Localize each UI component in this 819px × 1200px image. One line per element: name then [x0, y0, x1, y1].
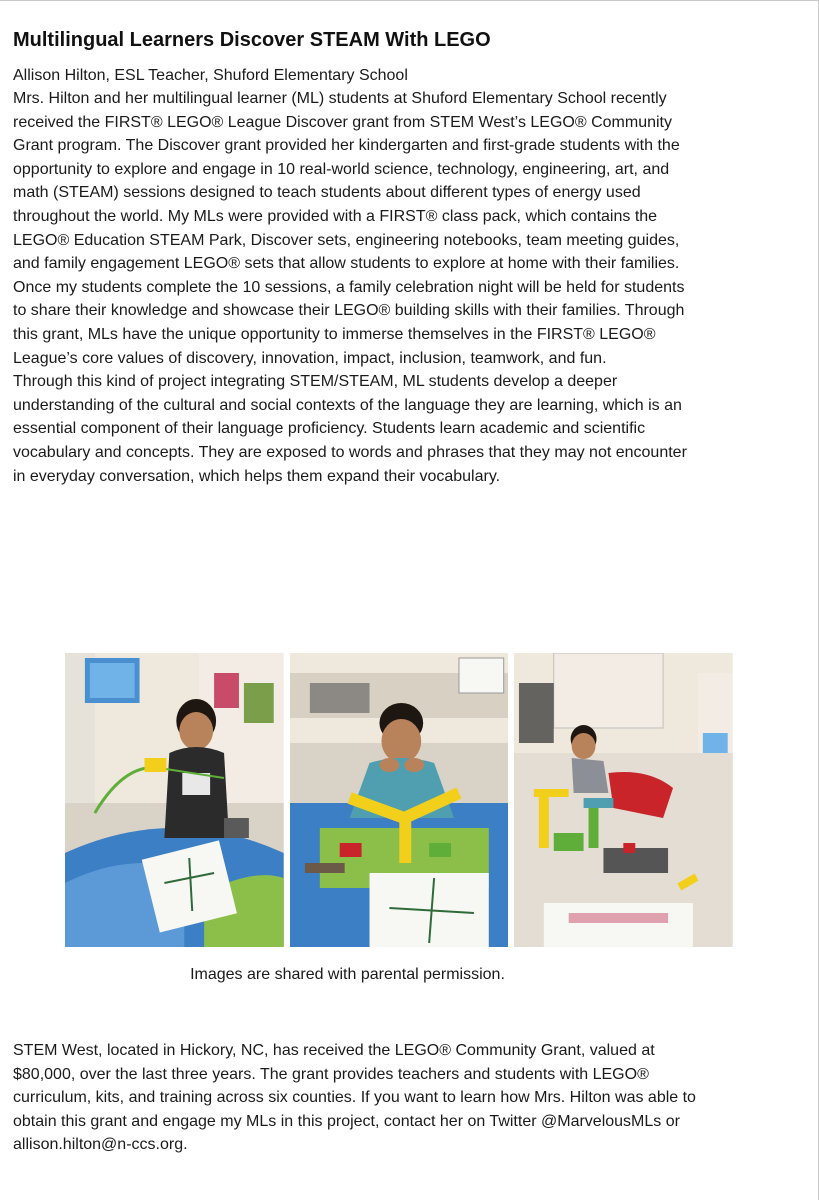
article-byline: Allison Hilton, ESL Teacher, Shuford Elementary School [13, 67, 408, 84]
photo-collage [65, 653, 733, 947]
article [13, 26, 693, 488]
paragraph-1: Mrs. Hilton and her multilingual learner (ML) students at Shuford Elementary School recently received the FIRST® LEGO® League Discover grant from STEM West’s LEGO® Community Grant program. The Discover grant provided her kindergarten and first-grade students with the opportunity to explore and engage in 10 real-world science, technology, engineering, art, and math (STEAM) sessions designed to teach students about different types of energy used throughout the world. My MLs were provided with a FIRST® class pack, which contains the LEGO® Education STEAM Park, Discover sets, engineering notebooks, team meeting guides, and family engagement LEGO® sets that allow students to explore at home with their families. Once my students complete the 10 sessions, a family celebration night will be held for students to share their knowledge and showcase their LEGO® building skills with their families. Through this grant, MLs have the unique opportunity to immerse themselves in the FIRST® LEGO® League’s core values of discovery, innovation, impact, inclusion, teamwork, and fun. [13, 90, 685, 367]
photo-boy-with-lego-bow [65, 653, 284, 947]
article-title: Multilingual Learners Discover STEAM With LEGO [13, 29, 491, 51]
paragraph-3: STEM West, located in Hickory, NC, has received the LEGO® Community Grant, valued at $80,000, over the last three years. The grant provides teachers and students with LEGO® curriculum, kits, and training across six counties. If you want to learn how Mrs. Hilton was able to obtain this grant and engage my MLs in this project, contact her on Twitter @MarvelousMLs or allison.hilton@n-ccs.org. [13, 1042, 696, 1154]
photo-boy-with-lego-structures [514, 653, 733, 947]
image-caption: Images are shared with parental permission. [190, 966, 505, 983]
photo-boy-with-lego-windmill [290, 653, 509, 947]
paragraph-2: Through this kind of project integrating STEM/STEAM, ML students develop a deeper understanding of the cultural and social contexts of the language they are learning, which is an essential component of their language proficiency. Students learn academic and scientific vocabulary and concepts. They are exposed to words and phrases that they may not encounter in everyday conversation, which helps them expand their vocabulary. [13, 373, 687, 485]
